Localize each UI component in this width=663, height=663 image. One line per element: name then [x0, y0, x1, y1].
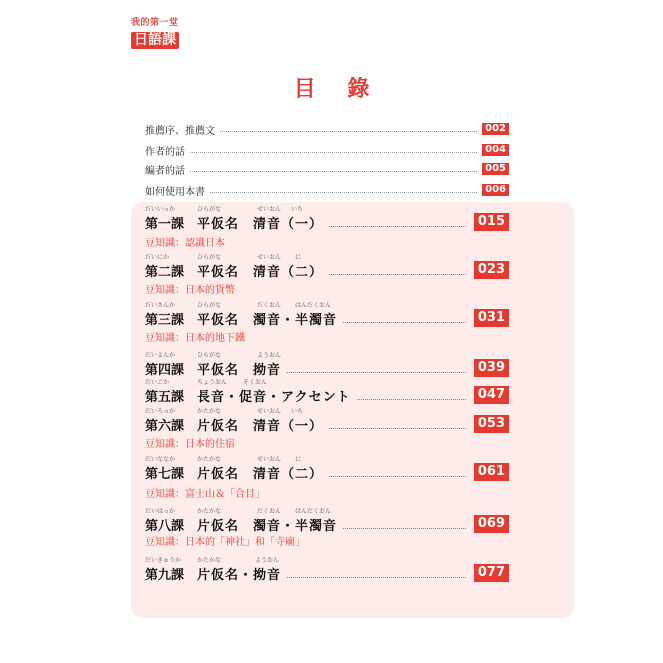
page-number-badge: 002	[482, 123, 509, 135]
lesson-number: 第二課	[145, 264, 185, 280]
leader-dots	[287, 372, 466, 373]
leader-dots	[329, 476, 466, 477]
lesson-title: 平仮名 清音（一）	[197, 216, 324, 232]
lesson-number: 第九課	[145, 567, 185, 583]
furigana: だいはっか かたかな だくおん はんだくおん	[145, 508, 332, 515]
leader-dots	[343, 322, 466, 323]
lesson-number: 第四課	[145, 362, 185, 378]
lesson-number: 第六課	[145, 418, 185, 434]
page-number-badge: 005	[482, 163, 509, 175]
leader-dots	[329, 226, 466, 227]
lesson-title: 片仮名 清音（一）	[197, 418, 324, 434]
leader-dots	[329, 428, 466, 429]
page-number-badge: 004	[482, 144, 509, 156]
toc-front-row[interactable]	[145, 143, 509, 157]
leader-dots	[287, 577, 466, 578]
lesson-title: 片仮名 濁音・半濁音	[197, 518, 338, 534]
book-logo	[131, 18, 191, 49]
lesson-title: 片仮名・拗音	[197, 567, 282, 583]
page-number-badge: 015	[474, 213, 509, 231]
furigana: だいななか かたかな せいおん に	[145, 456, 302, 463]
toc-front-row[interactable]	[145, 162, 509, 176]
logo-top-text: 我的第一堂	[131, 18, 179, 28]
furigana: だいよんか ひらがな ようおん	[145, 352, 282, 359]
page-number-badge: 053	[474, 415, 509, 433]
lesson-title: 平仮名 清音（二）	[197, 264, 324, 280]
lesson-number: 第三課	[145, 312, 185, 328]
page-number-badge: 031	[474, 309, 509, 327]
lesson-number: 第八課	[145, 518, 185, 534]
toc-front-label: 如何使用本書	[145, 186, 205, 198]
lesson-title: 平仮名 拗音	[197, 362, 282, 378]
leader-dots	[329, 274, 466, 275]
lesson-number: 第五課	[145, 389, 185, 405]
toc-front-label: 推薦序、推薦文	[145, 125, 215, 137]
page-number-badge: 023	[474, 261, 509, 279]
lesson-number: 第一課	[145, 216, 185, 232]
trivia-note: 豆知識：日本的「神社」和「寺廟」	[145, 537, 305, 548]
page-number-badge: 006	[482, 184, 509, 196]
toc-front-label: 作者的話	[145, 146, 185, 158]
trivia-note: 豆知識：認識日本	[145, 238, 225, 249]
furigana: だいごか ちょうおん そくおん	[145, 379, 268, 386]
toc-lesson-row[interactable]	[145, 204, 509, 238]
trivia-note: 豆知識：日本的貨幣	[145, 285, 235, 296]
page-number-badge: 069	[474, 515, 509, 533]
leader-dots	[190, 171, 477, 172]
toc-front-row[interactable]	[145, 183, 509, 197]
page-number-badge: 077	[474, 564, 509, 582]
page-number-badge: 047	[474, 386, 509, 404]
furigana: だいいっか ひらがな せいおん いち	[145, 206, 304, 213]
furigana: だいきゅうか かたかな ようおん	[145, 557, 280, 564]
page-number-badge: 039	[474, 359, 509, 377]
lesson-title: 平仮名 濁音・半濁音	[197, 312, 338, 328]
page-title: 目 錄	[293, 77, 382, 102]
trivia-note: 豆知識：富士山＆「合目」	[145, 489, 265, 500]
toc-front-label: 編者的話	[145, 165, 185, 177]
furigana: だいろっか かたかな せいおん いち	[145, 408, 304, 415]
leader-dots	[190, 152, 477, 153]
toc-lesson-row[interactable]	[145, 555, 509, 589]
lesson-title: 片仮名 清音（二）	[197, 466, 324, 482]
leader-dots	[220, 131, 477, 132]
toc-lesson-row[interactable]	[145, 454, 509, 488]
lesson-title: 長音・促音・アクセント	[197, 389, 351, 405]
leader-dots	[357, 399, 466, 400]
page-number-badge: 061	[474, 463, 509, 481]
leader-dots	[210, 192, 477, 193]
trivia-note: 豆知識：日本的地下鐵	[145, 333, 245, 344]
logo-main-text: 日語課	[131, 32, 179, 49]
leader-dots	[343, 528, 466, 529]
toc-front-row[interactable]	[145, 122, 509, 136]
furigana: だいさんか ひらがな だくおん はんだくおん	[145, 302, 332, 309]
furigana: だいにか ひらがな せいおん に	[145, 254, 302, 261]
lesson-number: 第七課	[145, 466, 185, 482]
trivia-note: 豆知識：日本的住宿	[145, 439, 235, 450]
